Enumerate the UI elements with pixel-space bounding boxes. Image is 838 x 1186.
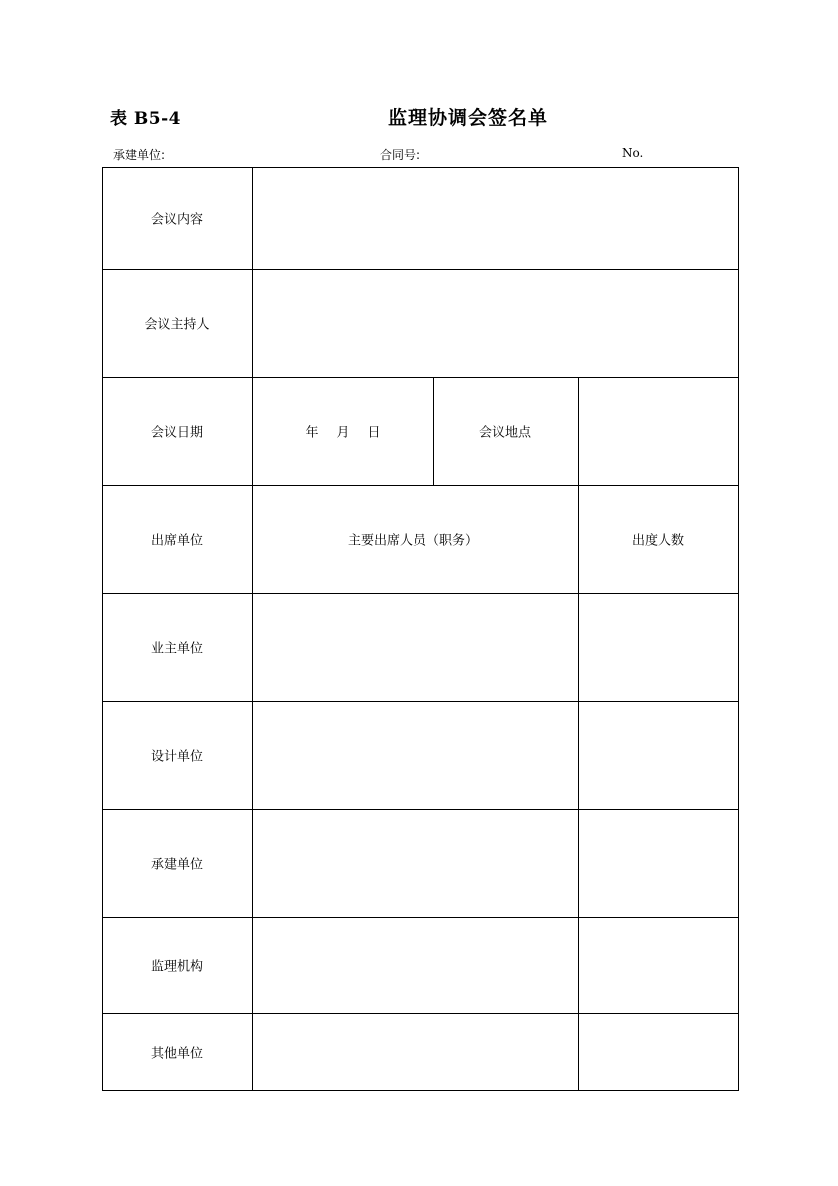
construction-unit-label: 承建单位 [150, 857, 204, 873]
table-border-top [102, 167, 739, 168]
row-divider [102, 1013, 739, 1014]
row-divider [102, 809, 739, 810]
row-divider [102, 917, 739, 918]
other-unit-label: 其他单位 [150, 1046, 204, 1062]
contractor-label: 承建单位: [113, 148, 166, 162]
table-border-right [738, 167, 739, 1091]
table-border-bottom [102, 1090, 739, 1091]
table-border-left [102, 167, 103, 1091]
row-divider [102, 377, 739, 378]
date-location-divider [433, 377, 434, 486]
label-column-divider [252, 167, 253, 1091]
meeting-date-fields [305, 422, 380, 441]
location-value-divider [578, 377, 579, 486]
form-title: 监理协调会签名单 [388, 107, 549, 129]
owner-unit-label: 业主单位 [150, 641, 204, 657]
attending-unit-header: 出席单位 [150, 533, 204, 549]
supervision-agency-label: 监理机构 [150, 959, 204, 975]
meeting-host-label: 会议主持人 [144, 317, 210, 333]
meeting-location-label: 会议地点 [478, 425, 532, 441]
serial-number-label: No. [622, 146, 644, 160]
date-day-label: 日 [367, 425, 381, 441]
meeting-date-label: 会议日期 [150, 425, 204, 441]
main-attendees-header: 主要出席人员（职务） [347, 533, 479, 549]
row-divider [102, 701, 739, 702]
date-year-label: 年 [305, 425, 319, 441]
design-unit-label: 设计单位 [150, 749, 204, 765]
date-month-label: 月 [336, 425, 350, 441]
contract-number-label: 合同号: [380, 148, 421, 162]
row-divider [102, 269, 739, 270]
attendance-count-header: 出度人数 [631, 533, 685, 549]
meeting-content-label: 会议内容 [150, 212, 204, 228]
form-code: 表 B5-4 [110, 109, 181, 129]
count-column-divider [578, 485, 579, 1091]
row-divider [102, 485, 739, 486]
row-divider [102, 593, 739, 594]
